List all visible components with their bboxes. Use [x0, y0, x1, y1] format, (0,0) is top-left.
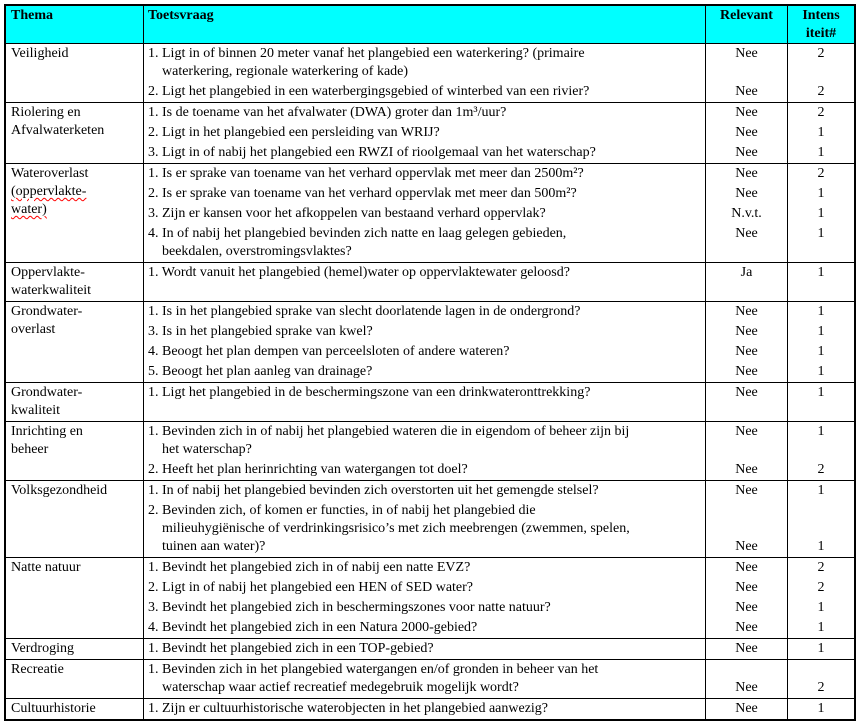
question-line: 3. Is in het plangebied sprake van kwel? — [148, 324, 373, 339]
intensity-cell — [787, 460, 854, 480]
header-toetsvraag: Toetsvraag — [148, 8, 214, 23]
table-row — [6, 382, 854, 421]
relevant-value: Nee — [735, 385, 758, 400]
question-text — [144, 224, 705, 262]
intensity-value: 1 — [817, 424, 825, 439]
header-relevant — [705, 6, 787, 43]
question-line: 2. Bevinden zich, of komen er functies, in of nabij het plangebied die — [148, 503, 536, 518]
relevant-cell — [705, 481, 787, 501]
header-intensiteit — [787, 6, 854, 43]
table-row — [6, 557, 854, 638]
relevant-value: Nee — [735, 324, 758, 339]
relevant-value: Nee — [735, 46, 758, 61]
relevant-cell — [705, 322, 787, 342]
relevant-cell — [705, 82, 787, 102]
table-row — [6, 698, 854, 719]
intensity-cell — [787, 184, 854, 204]
intensity-value: 1 — [817, 364, 825, 379]
intensity-value: 2 — [817, 46, 825, 61]
intensity-value: 1 — [817, 206, 825, 221]
theme-label: Wateroverlast — [11, 166, 89, 181]
question-text — [144, 44, 705, 82]
intensity-value: 1 — [817, 641, 825, 656]
question-row — [144, 362, 854, 382]
table-header-row — [6, 6, 854, 43]
relevant-value: Nee — [735, 84, 758, 99]
question-row — [144, 660, 854, 698]
intensity-value: 1 — [817, 324, 825, 339]
relevant-cell — [705, 302, 787, 322]
question-text — [144, 460, 705, 480]
relevant-value: Nee — [735, 620, 758, 635]
theme-label: beheer — [11, 442, 49, 457]
intensity-cell — [787, 699, 854, 719]
question-line: 2. Ligt in of nabij het plangebied een HEN of SED water? — [148, 580, 474, 595]
relevant-cell — [705, 383, 787, 421]
intensity-value: 1 — [817, 600, 825, 615]
relevant-value: Nee — [735, 560, 758, 575]
theme-label: Cultuurhistorie — [11, 701, 96, 716]
question-text — [144, 342, 705, 362]
intensity-cell — [787, 224, 854, 262]
question-line: waterkering, regionale waterkering of kade) — [162, 64, 409, 79]
relevant-cell — [705, 699, 787, 719]
theme-label: water) — [11, 202, 47, 217]
intensity-cell — [787, 362, 854, 382]
relevant-cell — [705, 460, 787, 480]
theme-label: Volksgezondheid — [11, 483, 108, 498]
relevant-cell — [705, 618, 787, 638]
intensity-value: 1 — [817, 385, 825, 400]
intensity-cell — [787, 578, 854, 598]
relevant-value: Nee — [735, 145, 758, 160]
relevant-cell — [705, 164, 787, 184]
relevant-cell — [705, 103, 787, 123]
question-line: 3. Ligt in of nabij het plangebied een RWZI of rioolgemaal van het waterschap? — [148, 145, 596, 160]
question-text — [144, 598, 705, 618]
question-line: 5. Beoogt het plan aanleg van drainage? — [148, 364, 373, 379]
relevant-value: Nee — [735, 462, 758, 477]
question-row — [144, 184, 854, 204]
theme-label: Inrichting en — [11, 424, 83, 439]
questions-cell — [143, 103, 854, 163]
intensity-value: 1 — [817, 344, 825, 359]
question-line: 3. Bevindt het plangebied zich in beschermingszones voor natte natuur? — [148, 600, 551, 615]
question-text — [144, 481, 705, 501]
question-row — [144, 103, 854, 123]
theme-label: Grondwater- — [11, 385, 83, 400]
question-line: 1. Bevinden zich in of nabij het plangebied wateren die in eigendom of beheer zijn bij — [148, 424, 630, 439]
relevant-cell — [705, 639, 787, 659]
intensity-value: 2 — [817, 680, 825, 695]
question-line: 1. Is de toename van het afvalwater (DWA) groter dan 1m³/uur? — [148, 105, 507, 120]
question-line: 2. Heeft het plan herinrichting van watergangen tot doel? — [148, 462, 468, 477]
intensity-cell — [787, 322, 854, 342]
question-text — [144, 558, 705, 578]
theme-label: Riolering en — [11, 105, 81, 120]
relevant-cell — [705, 342, 787, 362]
question-line: 2. Is er sprake van toename van het verhard oppervlak met meer dan 500m²? — [148, 186, 577, 201]
question-row — [144, 598, 854, 618]
questions-cell — [143, 164, 854, 262]
intensity-value: 2 — [817, 462, 825, 477]
theme-cell — [6, 699, 143, 719]
intensity-value: 1 — [817, 483, 825, 498]
relevant-value: N.v.t. — [731, 206, 762, 221]
relevant-cell — [705, 204, 787, 224]
relevant-value: Nee — [735, 701, 758, 716]
relevant-value: Nee — [735, 424, 758, 439]
relevant-cell — [705, 143, 787, 163]
question-line: 4. Beoogt het plan dempen van perceelsloten of andere wateren? — [148, 344, 510, 359]
question-line: 1. Ligt in of binnen 20 meter vanaf het plangebied een waterkering? (primaire — [148, 46, 585, 61]
intensity-cell — [787, 263, 854, 301]
theme-label: Oppervlakte- — [11, 265, 85, 280]
relevant-value: Nee — [735, 304, 758, 319]
relevant-cell — [705, 501, 787, 557]
question-row — [144, 481, 854, 501]
intensity-value: 2 — [817, 166, 825, 181]
relevant-cell — [705, 660, 787, 698]
question-text — [144, 639, 705, 659]
questions-cell — [143, 481, 854, 557]
question-row — [144, 44, 854, 82]
questions-cell — [143, 639, 854, 659]
theme-label: Verdroging — [11, 641, 74, 656]
relevant-cell — [705, 578, 787, 598]
theme-label: Recreatie — [11, 662, 64, 677]
intensity-value: 1 — [817, 226, 825, 241]
question-row — [144, 322, 854, 342]
question-text — [144, 578, 705, 598]
table-row — [6, 480, 854, 557]
intensity-cell — [787, 123, 854, 143]
relevant-value: Nee — [735, 344, 758, 359]
question-row — [144, 422, 854, 460]
question-text — [144, 164, 705, 184]
intensity-cell — [787, 660, 854, 698]
theme-label: Afvalwaterketen — [11, 123, 105, 138]
intensity-value: 1 — [817, 304, 825, 319]
relevant-value: Nee — [735, 680, 758, 695]
question-line: beekdalen, overstromingsvlaktes? — [162, 244, 352, 259]
question-line: 1. Is in het plangebied sprake van slecht doorlatende lagen in de ondergrond? — [148, 304, 581, 319]
table-row — [6, 659, 854, 698]
intensity-value: 2 — [817, 105, 825, 120]
question-text — [144, 660, 705, 698]
question-text — [144, 103, 705, 123]
question-row — [144, 618, 854, 638]
question-text — [144, 263, 705, 301]
question-text — [144, 123, 705, 143]
question-line: 2. Ligt het plangebied in een waterbergingsgebied of winterbed van een rivier? — [148, 84, 590, 99]
theme-cell — [6, 639, 143, 659]
table-row — [6, 102, 854, 163]
questions-cell — [143, 699, 854, 719]
intensity-cell — [787, 342, 854, 362]
theme-cell — [6, 103, 143, 163]
header-relevant-label: Relevant — [720, 8, 773, 23]
question-text — [144, 184, 705, 204]
relevant-cell — [705, 263, 787, 301]
question-line: 2. Ligt in het plangebied een persleiding van WRIJ? — [148, 125, 440, 140]
header-thema: Thema — [11, 8, 53, 23]
theme-label: waterkwaliteit — [11, 283, 92, 298]
relevant-value: Ja — [740, 265, 753, 280]
question-row — [144, 224, 854, 262]
question-line: 1. Ligt het plangebied in de beschermingszone van een drinkwateronttrekking? — [148, 385, 591, 400]
question-text — [144, 82, 705, 102]
questions-cell — [143, 44, 854, 102]
question-row — [144, 460, 854, 480]
question-line: 1. Is er sprake van toename van het verhard oppervlak met meer dan 2500m²? — [148, 166, 584, 181]
question-line: 1. Bevinden zich in het plangebied watergangen en/of gronden in beheer van het — [148, 662, 599, 677]
intensity-value: 1 — [817, 125, 825, 140]
question-row — [144, 342, 854, 362]
relevant-cell — [705, 422, 787, 460]
question-line: 1. Zijn er cultuurhistorische waterobjecten in het plangebied aanwezig? — [148, 701, 549, 716]
question-line: tuinen aan water)? — [162, 539, 266, 554]
table-row — [6, 163, 854, 262]
intensity-value: 1 — [817, 145, 825, 160]
question-line: waterschap waar actief recreatief medegebruik mogelijk wordt? — [162, 680, 519, 695]
question-line: 1. Wordt vanuit het plangebied (hemel)water op oppervlaktewater geloosd? — [148, 265, 570, 280]
question-row — [144, 383, 854, 421]
relevant-value: Nee — [735, 364, 758, 379]
relevant-value: Nee — [735, 539, 758, 554]
intensity-cell — [787, 598, 854, 618]
intensity-value: 2 — [817, 84, 825, 99]
questions-cell — [143, 263, 854, 301]
question-row — [144, 699, 854, 719]
intensity-cell — [787, 204, 854, 224]
intensity-cell — [787, 501, 854, 557]
intensity-cell — [787, 422, 854, 460]
question-row — [144, 204, 854, 224]
theme-cell — [6, 481, 143, 557]
question-text — [144, 699, 705, 719]
intensity-value: 2 — [817, 580, 825, 595]
questions-cell — [143, 383, 854, 421]
question-line: 1. In of nabij het plangebied bevinden zich overstorten uit het gemengde stelsel? — [148, 483, 599, 498]
intensity-cell — [787, 103, 854, 123]
question-line: 1. Bevindt het plangebied zich in of nabij een natte EVZ? — [148, 560, 471, 575]
intensity-cell — [787, 383, 854, 421]
question-text — [144, 322, 705, 342]
relevant-value: Nee — [735, 600, 758, 615]
relevant-value: Nee — [735, 105, 758, 120]
relevant-cell — [705, 598, 787, 618]
theme-label: Veiligheid — [11, 46, 69, 61]
questions-cell — [143, 422, 854, 480]
question-line: 1. Bevindt het plangebied zich in een TOP-gebied? — [148, 641, 434, 656]
question-text — [144, 501, 705, 557]
theme-cell — [6, 558, 143, 638]
theme-cell — [6, 422, 143, 480]
intensity-value: 1 — [817, 701, 825, 716]
intensity-value: 2 — [817, 560, 825, 575]
intensity-cell — [787, 164, 854, 184]
relevant-cell — [705, 362, 787, 382]
table-row — [6, 421, 854, 480]
question-row — [144, 123, 854, 143]
header-intensiteit-line1: Intens — [802, 8, 840, 23]
question-line: het waterschap? — [162, 442, 252, 457]
questions-cell — [143, 558, 854, 638]
theme-cell — [6, 263, 143, 301]
header-question-row — [144, 6, 854, 43]
question-line: milieuhygiënische of verdrinkingsrisico’s met zich meebrengen (zwemmen, spelen, — [162, 521, 630, 536]
question-text — [144, 204, 705, 224]
question-row — [144, 558, 854, 578]
intensity-cell — [787, 44, 854, 82]
relevant-cell — [705, 123, 787, 143]
table-row — [6, 43, 854, 102]
question-row — [144, 143, 854, 163]
table-row — [6, 262, 854, 301]
question-text — [144, 143, 705, 163]
relevant-value: Nee — [735, 641, 758, 656]
question-row — [144, 302, 854, 322]
theme-label: (oppervlakte- — [11, 184, 87, 199]
relevant-cell — [705, 44, 787, 82]
relevant-cell — [705, 558, 787, 578]
theme-label: Grondwater- — [11, 304, 83, 319]
question-row — [144, 82, 854, 102]
theme-label: kwaliteit — [11, 403, 60, 418]
intensity-cell — [787, 82, 854, 102]
intensity-cell — [787, 639, 854, 659]
theme-cell — [6, 660, 143, 698]
theme-label: Natte natuur — [11, 560, 81, 575]
intensity-value: 1 — [817, 620, 825, 635]
table-row — [6, 301, 854, 382]
relevant-value: Nee — [735, 125, 758, 140]
watertoets-table — [4, 4, 856, 721]
question-line: 4. In of nabij het plangebied bevinden zich natte en laag gelegen gebieden, — [148, 226, 567, 241]
relevant-value: Nee — [735, 166, 758, 181]
relevant-value: Nee — [735, 186, 758, 201]
theme-cell — [6, 302, 143, 382]
relevant-cell — [705, 224, 787, 262]
question-text — [144, 302, 705, 322]
question-row — [144, 263, 854, 301]
question-text — [144, 618, 705, 638]
theme-cell — [6, 164, 143, 262]
intensity-cell — [787, 558, 854, 578]
questions-cell — [143, 302, 854, 382]
relevant-value: Nee — [735, 226, 758, 241]
question-row — [144, 578, 854, 598]
question-line: 4. Bevindt het plangebied zich in een Natura 2000-gebied? — [148, 620, 478, 635]
question-text — [144, 422, 705, 460]
intensity-value: 1 — [817, 539, 825, 554]
relevant-value: Nee — [735, 483, 758, 498]
questions-cell — [143, 660, 854, 698]
question-row — [144, 164, 854, 184]
intensity-value: 1 — [817, 265, 825, 280]
relevant-value: Nee — [735, 580, 758, 595]
intensity-cell — [787, 302, 854, 322]
intensity-cell — [787, 618, 854, 638]
intensity-value: 1 — [817, 186, 825, 201]
theme-label: overlast — [11, 322, 56, 337]
question-text — [144, 362, 705, 382]
header-questions-group — [143, 6, 854, 43]
question-text — [144, 383, 705, 421]
question-line: 3. Zijn er kansen voor het afkoppelen van bestaand verhard oppervlak? — [148, 206, 546, 221]
question-row — [144, 501, 854, 557]
table-row — [6, 638, 854, 659]
relevant-cell — [705, 184, 787, 204]
question-row — [144, 639, 854, 659]
intensity-cell — [787, 481, 854, 501]
intensity-cell — [787, 143, 854, 163]
theme-cell — [6, 44, 143, 102]
theme-cell — [6, 383, 143, 421]
header-intensiteit-line2: iteit# — [805, 26, 837, 41]
